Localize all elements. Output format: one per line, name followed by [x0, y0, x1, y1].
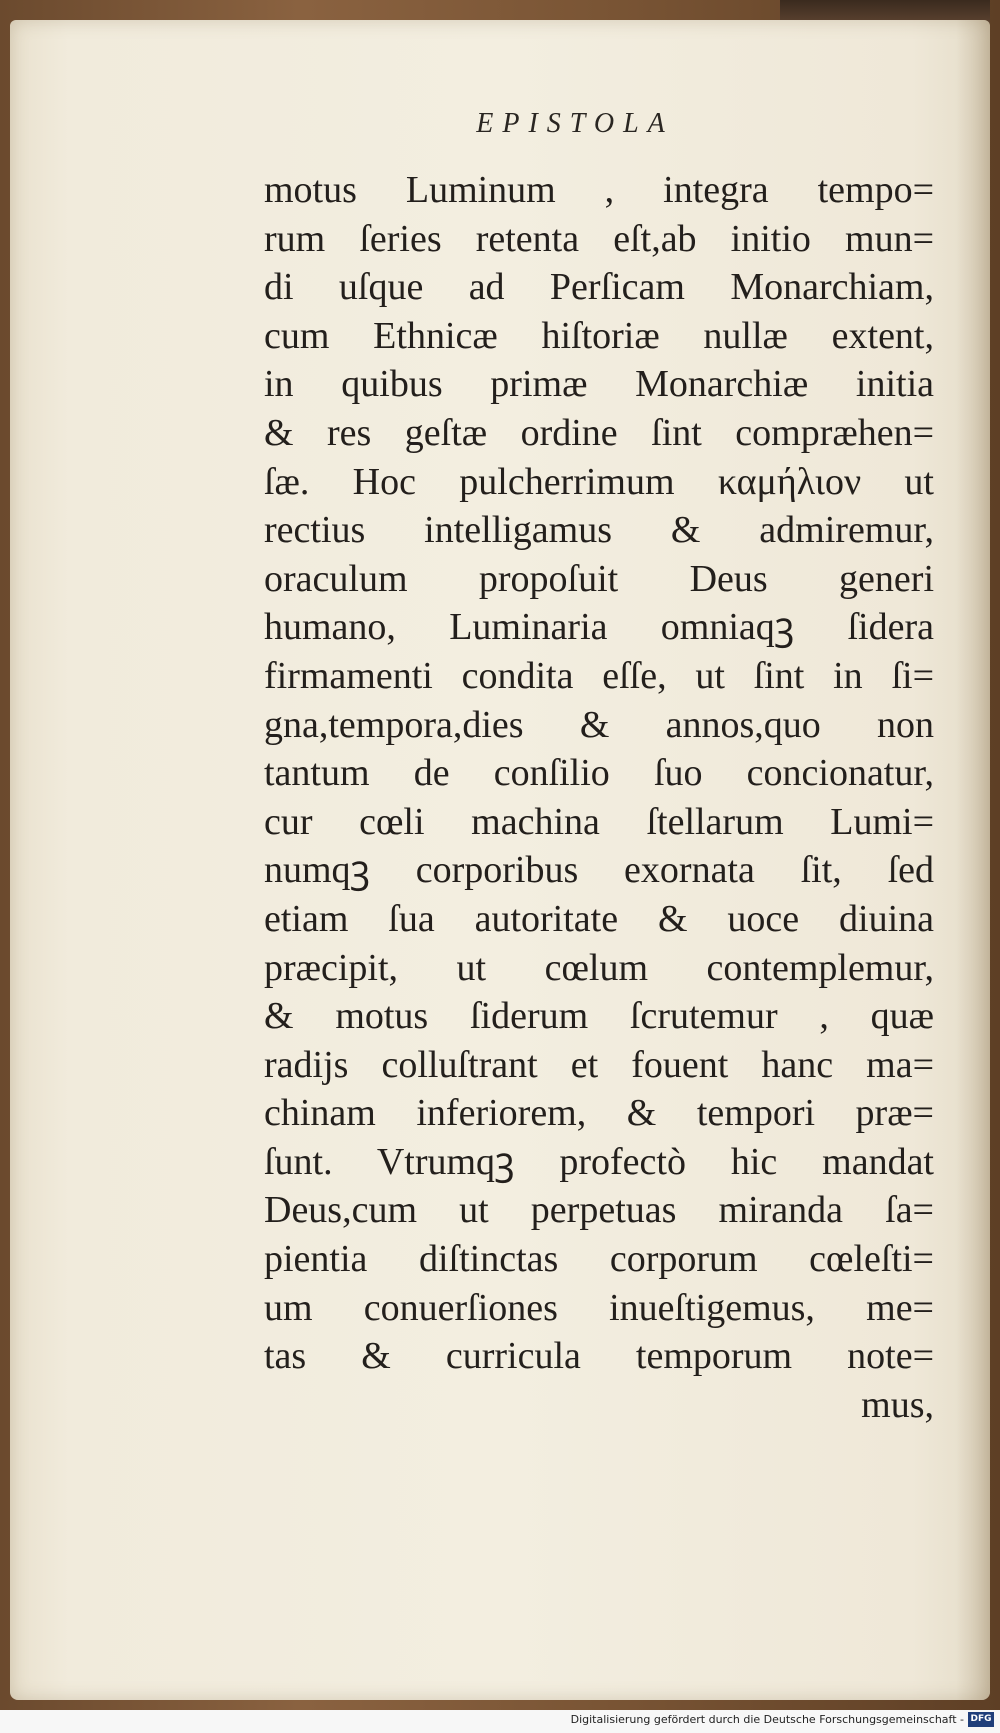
text-line: tas & curricula temporum note= [264, 1335, 934, 1378]
catchword: mus, [861, 1383, 934, 1426]
text-line: numqꝫ corporibus exornata ſit, ſed [264, 849, 934, 892]
text-line: in quibus primæ Monarchiæ initia [264, 363, 934, 406]
text-line: humano, Luminaria omniaqꝫ ſidera [264, 606, 934, 649]
text-line: cum Ethnicæ hiſtoriæ nullæ extent, [264, 314, 934, 357]
text-line: præcipit, ut cœlum contemplemur, [264, 946, 934, 989]
text-line: oraculum propoſuit Deus generi [264, 557, 934, 600]
text-line: Deus,cum ut perpetuas miranda ſa= [264, 1189, 934, 1232]
text-line: rectius intelligamus & admiremur, [264, 509, 934, 552]
text-line: cur cœli machina ſtellarum Lumi= [264, 800, 934, 843]
text-line: & motus ſiderum ſcrutemur , quæ [264, 995, 934, 1038]
text-line: ſæ. Hoc pulcherrimum καμήλιον ut [264, 460, 934, 503]
text-line: firmamenti condita eſſe, ut ſint in ſi= [264, 654, 934, 697]
text-line: etiam ſua autoritate & uoce diuina [264, 897, 934, 940]
text-line: di uſque ad Perſicam Monarchiam, [264, 266, 934, 309]
running-head: EPISTOLA [476, 108, 674, 139]
text-line: ſunt. Vtrumqꝫ profectò hic mandat [264, 1140, 934, 1183]
footer-credit: Digitalisierung gefördert durch die Deutsche Forschungsgemeinschaft - [570, 1713, 964, 1726]
text-line: rum ſeries retenta eſt,ab initio mun= [264, 217, 934, 260]
body-text [264, 166, 934, 1429]
text-line: & res geſtæ ordine ſint compræhen= [264, 411, 934, 454]
text-line: radijs colluſtrant et fouent hanc ma= [264, 1043, 934, 1086]
text-line: motus Luminum , integra tempo= [264, 169, 934, 211]
page-edge-shadow [956, 20, 990, 1700]
book-page [10, 20, 990, 1700]
text-line: pientia diſtinctas corporum cœleſti= [264, 1238, 934, 1281]
text-line: gna,tempora,dies & annos,quo non [264, 703, 934, 746]
text-line: chinam inferiorem, & tempori præ= [264, 1092, 934, 1135]
text-line: tantum de conſilio ſuo concionatur, [264, 752, 934, 795]
text-line: um conuerſiones inueſtigemus, me= [264, 1286, 934, 1329]
dfg-logo: DFG [968, 1712, 994, 1727]
